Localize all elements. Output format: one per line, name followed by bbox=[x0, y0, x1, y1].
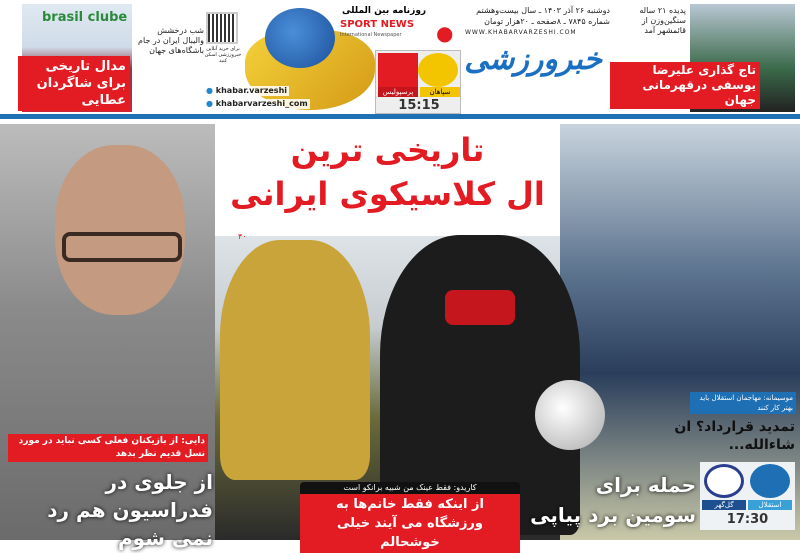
page-reference: ۴۰ bbox=[238, 232, 247, 241]
coach-carrido bbox=[220, 240, 370, 480]
persepolis-logo bbox=[378, 53, 418, 87]
glasses bbox=[62, 232, 182, 262]
home-team: سپاهان bbox=[420, 87, 460, 97]
weightlifting-headline[interactable]: تاج گذاری علیرضا یوسفی درقهرمانی جهان bbox=[610, 62, 760, 109]
website[interactable]: WWW.KHABARVARZESHI.COM bbox=[465, 29, 577, 36]
instagram-text: khabarvarzeshi_com bbox=[215, 99, 308, 108]
globe-emblem bbox=[265, 8, 335, 68]
issue-line: شماره ۷۸۴۵ ـ ۸صفحه ـ ۲۰هزار تومان bbox=[484, 17, 610, 26]
weightlifting-kicker: پدیده ۲۱ ساله سنگین‌وزن از قائمشهر آمد bbox=[639, 6, 686, 35]
date-line: دوشنبه ۲۶ آذر ۱۴۰۳ ـ سال بیست‌وهشتم bbox=[476, 6, 610, 15]
header-divider bbox=[0, 114, 800, 119]
home-team: استقلال bbox=[748, 500, 792, 510]
dots-emblem: ● bbox=[436, 21, 454, 45]
match-card bbox=[375, 50, 461, 114]
sepahan-logo bbox=[418, 53, 458, 87]
volleyball-headline[interactable]: مدال تاریخی برای شاگردان عطایی bbox=[18, 56, 130, 111]
main-headline-line-1: تاریخی ترین bbox=[290, 131, 485, 169]
right-headline[interactable]: حمله برای سومین برد پیاپی bbox=[530, 473, 696, 527]
telegram-text: khabar.varzeshi bbox=[215, 86, 288, 95]
left-kicker: دایی: از بازیکنان فعلی کسی نباید در مورد نسل قدیم نظر بدهد bbox=[8, 434, 208, 462]
match-card-esteghlal bbox=[700, 462, 795, 530]
tagline: روزنامه بین المللی bbox=[342, 6, 427, 16]
qr-code[interactable] bbox=[206, 12, 238, 44]
golgohar-logo bbox=[704, 464, 744, 498]
red-scarf bbox=[445, 290, 515, 325]
volleyball-kicker: شب درخشش والیبال ایران در جام باشگاه‌های جهان bbox=[138, 26, 204, 55]
center-kicker: کاریدو: فقط عینک من شبیه برانکو است bbox=[300, 482, 520, 494]
photo-banner-text: brasil clube bbox=[42, 10, 128, 25]
match-time: 15:15 bbox=[398, 98, 440, 113]
instagram-icon: ● bbox=[206, 99, 213, 108]
sport-news-logo: SPORT NEWS bbox=[340, 19, 415, 30]
sport-news-sub: International Newspaper bbox=[340, 32, 402, 38]
main-headline-line-2: ال کلاسیکوی ایرانی bbox=[230, 175, 545, 213]
left-headline[interactable]: از جلوی در فدراسیون هم رد نمی شوم bbox=[47, 470, 213, 550]
right-kicker: موسیمانه: مهاجمان استقلال باید بهتر کار کنند bbox=[690, 392, 796, 414]
instagram-handle[interactable] bbox=[204, 99, 310, 109]
main-headline[interactable] bbox=[215, 128, 560, 216]
right-subheadline: تمدید قرارداد؟ ان شاءالله... bbox=[674, 419, 795, 453]
esteghlal-logo bbox=[750, 464, 790, 498]
away-team: پرسپولیس bbox=[378, 87, 418, 97]
match-time: 17:30 bbox=[726, 512, 769, 527]
football bbox=[535, 380, 605, 450]
center-subheadline[interactable]: از اینکه فقط خانم‌ها به ورزشگاه می آیند خیلی خوشحالم bbox=[300, 494, 520, 553]
newspaper-logo: خبرورزشی bbox=[464, 42, 602, 77]
portrait-face bbox=[55, 145, 185, 315]
telegram-handle[interactable] bbox=[204, 86, 289, 96]
away-team: گل‌گهر bbox=[702, 500, 746, 510]
qr-caption: برای خرید آنلاین خبرورزشی اسکن کنید bbox=[204, 46, 242, 64]
telegram-icon: ● bbox=[206, 86, 213, 95]
masthead bbox=[0, 0, 800, 114]
